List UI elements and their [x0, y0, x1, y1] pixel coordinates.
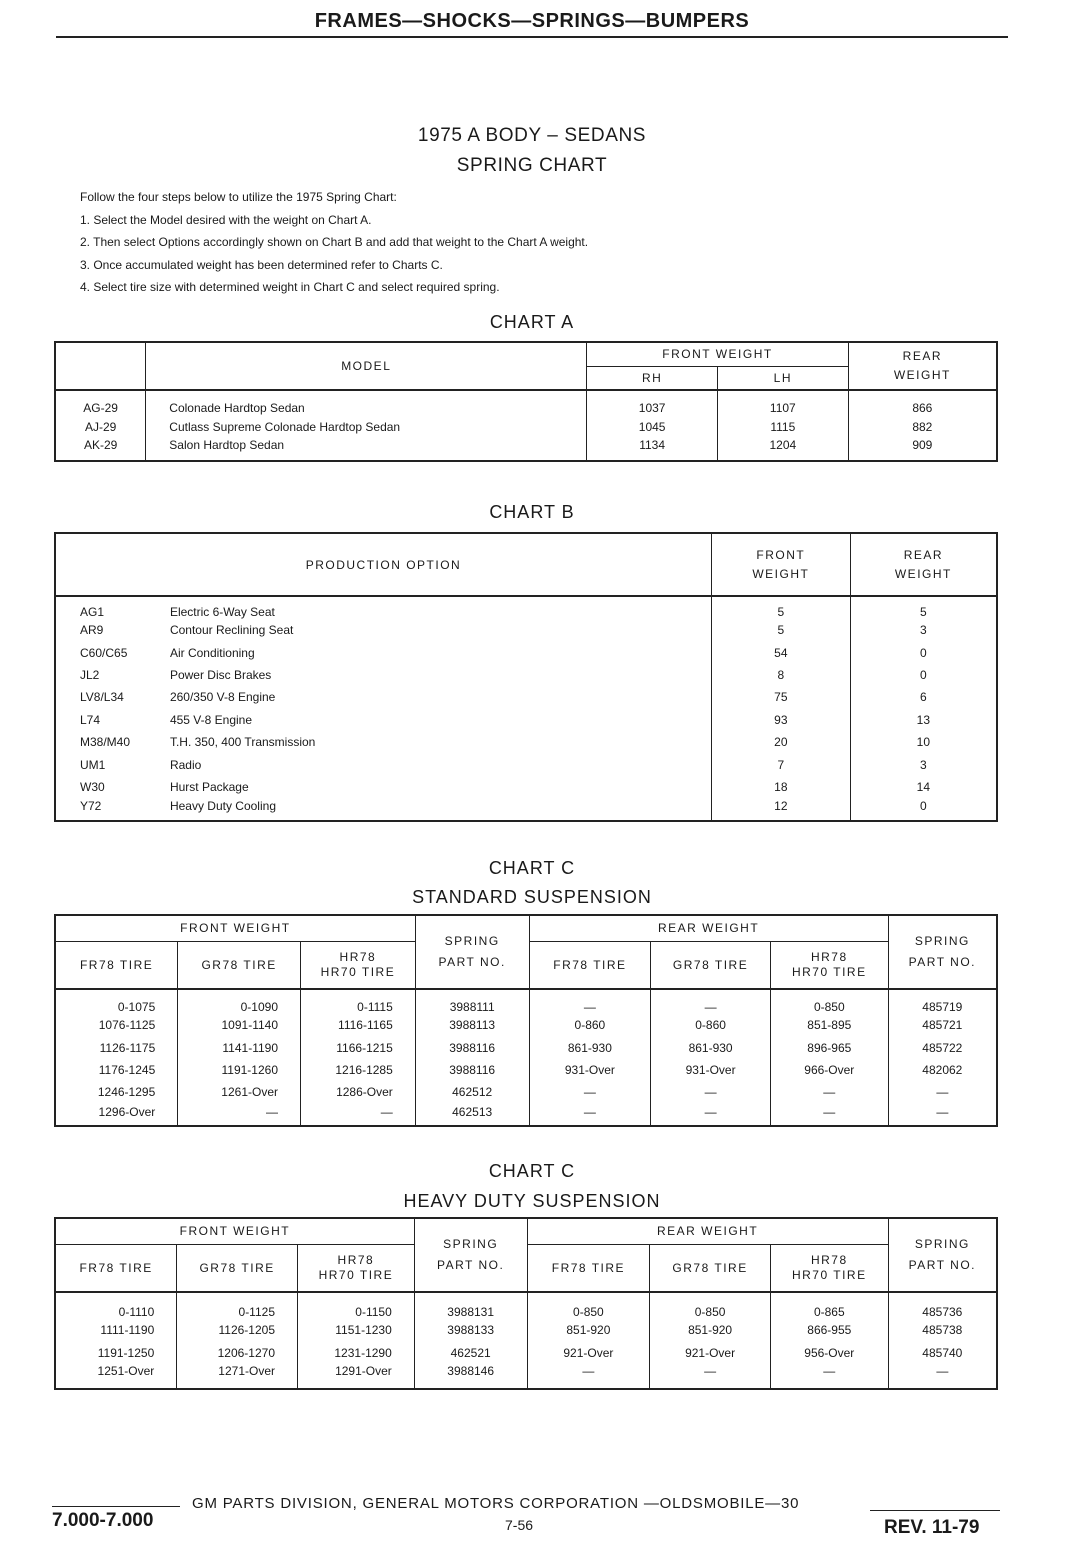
rear-fr78: —: [529, 1081, 651, 1103]
option-rear-weight: 14: [916, 779, 931, 794]
option-front-weight: 18: [711, 776, 850, 798]
rear-fr78: —: [529, 1104, 651, 1126]
option-code: JL2: [80, 667, 100, 682]
front-hr78: 1286-Over: [301, 1081, 416, 1103]
rear-gr78: 931-Over: [651, 1059, 771, 1081]
doc-title: 1975 A BODY – SEDANS: [417, 125, 647, 146]
table-row: [55, 1059, 997, 1081]
chart-a-rh-header: RH: [587, 366, 718, 390]
rear-fr78: 931-Over: [529, 1059, 651, 1081]
front-gr78: 1206-1270: [177, 1342, 298, 1365]
c1-rear-gr78-header: GR78 TIRE: [651, 941, 771, 989]
rear-gr78: 0-850: [650, 1292, 771, 1319]
rear-hr78: 0-850: [770, 989, 888, 1014]
option-front-weight: 7: [711, 753, 850, 775]
option-rear-weight: 0: [920, 798, 927, 813]
instruction-line: 2. Then select Options accordingly shown on Chart B and add that weight to the Chart A weight.: [80, 235, 589, 249]
rear-spring-part: 485719: [922, 1000, 963, 1014]
option-rear-weight: 3: [920, 757, 927, 772]
rear-gr78: —: [651, 1081, 771, 1103]
front-gr78: 1261-Over: [178, 1081, 301, 1103]
c1-gr78-header: GR78 TIRE: [178, 941, 301, 989]
header-rule: [56, 36, 1008, 38]
rear-weight: 882: [912, 419, 933, 434]
page-header: FRAMES—SHOCKS—SPRINGS—BUMPERS: [314, 10, 750, 32]
rear-spring-part: 485738: [922, 1323, 963, 1338]
option-code: C60/C65: [80, 645, 128, 660]
front-gr78: 1191-1260: [178, 1059, 301, 1081]
front-fr78: 0-1110: [55, 1292, 177, 1319]
rear-fr78: —: [529, 989, 651, 1014]
footer-revision: REV. 11-79: [884, 1517, 980, 1538]
c1-spring-line2: PART NO.: [438, 955, 506, 969]
front-gr78: 1126-1205: [177, 1319, 298, 1342]
c1-rear-hr78-header: [770, 941, 888, 989]
c2-rear-hr78-line2: HR70 TIRE: [791, 1267, 867, 1282]
footer-rule-left: [52, 1506, 180, 1507]
rear-fr78: —: [527, 1364, 650, 1389]
front-rh-weight: 1045: [587, 415, 718, 438]
rear-gr78: 861-930: [651, 1036, 771, 1058]
front-gr78: —: [178, 1104, 301, 1126]
rear-spring-part: 485722: [922, 1040, 963, 1055]
front-spring-part: 3988146: [414, 1364, 527, 1389]
front-rh-weight: 1134: [587, 438, 718, 461]
option-front-weight: 8: [711, 664, 850, 686]
c2-rear-gr78-header: GR78 TIRE: [650, 1244, 771, 1292]
chart-b-rear-label: REAR WEIGHT: [894, 547, 952, 581]
rear-hr78: 851-895: [770, 1014, 888, 1036]
front-fr78: 1176-1245: [55, 1059, 178, 1081]
rear-hr78: 0-865: [770, 1292, 888, 1319]
front-fr78: 1296-Over: [55, 1104, 178, 1126]
table-row: [55, 1292, 997, 1319]
chart-c-heavy-subtitle: HEAVY DUTY SUSPENSION: [403, 1191, 661, 1211]
table-row: [55, 798, 997, 820]
table-row: [55, 1342, 997, 1365]
front-fr78: 1191-1250: [55, 1342, 177, 1365]
model-name: Salon Hardtop Sedan: [146, 438, 587, 461]
option-code: M38/M40: [80, 735, 131, 750]
chart-b-option-header: PRODUCTION OPTION: [55, 533, 711, 596]
option-description: T.H. 350, 400 Transmission: [146, 731, 712, 753]
front-lh-weight: 1115: [717, 415, 848, 438]
c1-rear-fr78-header: FR78 TIRE: [529, 941, 651, 989]
chart-a-table: [54, 341, 998, 462]
rear-hr78: —: [770, 1364, 888, 1389]
rear-gr78: 0-860: [651, 1014, 771, 1036]
table-row: [55, 686, 997, 708]
chart-b-rear-header: [850, 533, 997, 596]
front-spring-part: 3988113: [415, 1014, 529, 1036]
front-fr78: 1076-1125: [55, 1014, 178, 1036]
rear-hr78: —: [770, 1104, 888, 1126]
rear-hr78: 966-Over: [770, 1059, 888, 1081]
rear-spring-part: 485740: [922, 1345, 963, 1360]
rear-spring-part: —: [936, 1085, 949, 1100]
rear-fr78: 861-930: [529, 1036, 651, 1058]
table-row: [55, 1364, 997, 1389]
c2-rear-header: REAR WEIGHT: [527, 1218, 888, 1244]
front-hr78: 1231-1290: [298, 1342, 415, 1365]
rear-weight: 866: [912, 401, 933, 415]
front-hr78: 1151-1230: [298, 1319, 415, 1342]
c2-hr78-line1: HR78: [337, 1252, 375, 1267]
rear-spring-part: —: [936, 1364, 949, 1379]
option-description: Air Conditioning: [146, 641, 712, 663]
rear-weight: 909: [912, 438, 933, 452]
option-description: 260/350 V-8 Engine: [146, 686, 712, 708]
option-code: LV8/L34: [80, 690, 124, 705]
front-gr78: 1091-1140: [178, 1014, 301, 1036]
option-front-weight: 5: [711, 596, 850, 619]
instruction-line: 3. Once accumulated weight has been determined refer to Charts C.: [80, 257, 443, 272]
rear-gr78: —: [650, 1364, 771, 1389]
rear-spring-part: 485721: [922, 1018, 963, 1033]
footer-division: GM PARTS DIVISION, GENERAL MOTORS CORPORATION —OLDSMOBILE—30: [192, 1495, 800, 1512]
table-row: [55, 1036, 997, 1058]
option-description: Radio: [146, 753, 712, 775]
front-hr78: 0-1115: [301, 989, 416, 1014]
option-description: Heavy Duty Cooling: [146, 798, 712, 820]
c1-spring-rear-line2: PART NO.: [908, 955, 976, 969]
option-front-weight: 93: [711, 709, 850, 731]
rear-hr78: 956-Over: [770, 1342, 888, 1365]
chart-b-front-header: [711, 533, 850, 596]
table-row: [55, 415, 997, 438]
model-code: AG-29: [55, 390, 146, 415]
c2-front-header: FRONT WEIGHT: [55, 1218, 414, 1244]
chart-a-rear-label: REAR WEIGHT: [893, 349, 951, 382]
chart-b-title: CHART B: [489, 502, 575, 522]
option-rear-weight: 13: [916, 712, 931, 727]
table-row: [55, 1104, 997, 1126]
option-description: Electric 6-Way Seat: [146, 596, 712, 619]
c1-rear-header: REAR WEIGHT: [529, 915, 888, 941]
rear-gr78: 851-920: [650, 1319, 771, 1342]
rear-fr78: 0-850: [527, 1292, 650, 1319]
front-gr78: 1271-Over: [177, 1364, 298, 1389]
table-row: [55, 1014, 997, 1036]
option-rear-weight: 0: [920, 667, 927, 682]
model-code: AJ-29: [55, 415, 146, 438]
chart-b-front-label: FRONT WEIGHT: [752, 547, 810, 581]
chart-b-table: [54, 532, 998, 822]
table-row: [55, 596, 997, 619]
instructions: [80, 186, 588, 299]
front-gr78: 1141-1190: [178, 1036, 301, 1058]
option-code: AR9: [80, 623, 104, 638]
table-row: [55, 753, 997, 775]
option-description: Power Disc Brakes: [146, 664, 712, 686]
rear-fr78: 851-920: [527, 1319, 650, 1342]
front-spring-part: 3988131: [414, 1292, 527, 1319]
front-spring-part: 462521: [414, 1342, 527, 1365]
rear-gr78: 921-Over: [650, 1342, 771, 1365]
option-rear-weight: 3: [920, 623, 927, 638]
model-code: AK-29: [55, 438, 146, 461]
front-hr78: 0-1150: [298, 1292, 415, 1319]
doc-subtitle: SPRING CHART: [456, 155, 608, 176]
table-row: [55, 438, 997, 461]
table-row: [55, 641, 997, 663]
option-front-weight: 75: [711, 686, 850, 708]
table-row: [55, 1081, 997, 1103]
chart-c-standard-subtitle: STANDARD SUSPENSION: [412, 887, 652, 907]
option-code: UM1: [80, 757, 106, 772]
chart-a-front-header: FRONT WEIGHT: [587, 342, 848, 366]
front-spring-part: 3988111: [415, 989, 529, 1014]
front-lh-weight: 1204: [717, 438, 848, 461]
option-rear-weight: 6: [920, 690, 927, 705]
rear-gr78: —: [651, 1104, 771, 1126]
rear-fr78: 0-860: [529, 1014, 651, 1036]
front-fr78: 1251-Over: [55, 1364, 177, 1389]
front-hr78: 1116-1165: [301, 1014, 416, 1036]
front-hr78: 1216-1285: [301, 1059, 416, 1081]
option-code: L74: [80, 712, 101, 727]
chart-a-rear-header: [848, 342, 997, 390]
option-front-weight: 20: [711, 731, 850, 753]
c1-hr78-line1: HR78: [339, 949, 377, 964]
c2-spring-rear-line1: SPRING: [914, 1237, 970, 1251]
c2-spring-rear-line2: PART NO.: [908, 1258, 976, 1272]
instruction-line: Follow the four steps below to utilize the 1975 Spring Chart:: [80, 190, 397, 204]
option-front-weight: 54: [711, 641, 850, 663]
instruction-line: 1. Select the Model desired with the weight on Chart A.: [80, 212, 372, 227]
rear-hr78: 866-955: [770, 1319, 888, 1342]
table-row: [55, 776, 997, 798]
option-description: 455 V-8 Engine: [146, 709, 712, 731]
front-fr78: 1246-1295: [55, 1081, 178, 1103]
footer-rule-right: [870, 1510, 1000, 1511]
table-row: [55, 390, 997, 415]
table-row: [55, 1319, 997, 1342]
front-lh-weight: 1107: [717, 390, 848, 415]
front-hr78: 1291-Over: [298, 1364, 415, 1389]
c2-spring-line2: PART NO.: [436, 1258, 505, 1272]
front-hr78: —: [301, 1104, 416, 1126]
c1-front-header: FRONT WEIGHT: [55, 915, 415, 941]
option-description: Contour Reclining Seat: [146, 619, 712, 641]
rear-gr78: —: [651, 989, 771, 1014]
table-row: [55, 619, 997, 641]
option-front-weight: 12: [711, 798, 850, 820]
chart-a-lh-header: LH: [717, 366, 848, 390]
rear-fr78: 921-Over: [527, 1342, 650, 1365]
option-code: AG1: [80, 605, 105, 619]
c1-hr78-header: [301, 941, 416, 989]
option-front-weight: 5: [711, 619, 850, 641]
option-description: Hurst Package: [146, 776, 712, 798]
table-row: [55, 731, 997, 753]
c1-spring-line1: SPRING: [444, 934, 500, 948]
option-code: W30: [80, 779, 105, 794]
model-name: Colonade Hardtop Sedan: [146, 390, 587, 415]
chart-a-model-header: MODEL: [146, 342, 587, 390]
option-rear-weight: 0: [920, 645, 927, 660]
c2-hr78-header: [298, 1244, 415, 1292]
c1-hr78-line2: HR70 TIRE: [320, 964, 396, 979]
option-rear-weight: 10: [916, 735, 931, 750]
option-rear-weight: 5: [920, 605, 927, 619]
c2-hr78-line2: HR70 TIRE: [318, 1267, 394, 1282]
c1-rear-hr78-line1: HR78: [810, 949, 848, 964]
c2-fr78-header: FR78 TIRE: [55, 1244, 177, 1292]
front-rh-weight: 1037: [587, 390, 718, 415]
front-fr78: 1111-1190: [55, 1319, 177, 1342]
c1-fr78-header: FR78 TIRE: [55, 941, 178, 989]
front-gr78: 0-1090: [178, 989, 301, 1014]
rear-hr78: 896-965: [770, 1036, 888, 1058]
front-spring-part: 3988116: [415, 1059, 529, 1081]
front-spring-part: 462513: [415, 1104, 529, 1126]
footer-page-number: 7-56: [505, 1517, 534, 1533]
c2-gr78-header: GR78 TIRE: [177, 1244, 298, 1292]
rear-hr78: —: [770, 1081, 888, 1103]
c2-spring-line1: SPRING: [443, 1237, 499, 1251]
front-spring-part: 462512: [415, 1081, 529, 1103]
rear-spring-part: 485736: [922, 1305, 963, 1319]
chart-a-title: CHART A: [489, 312, 575, 332]
chart-c-standard-table: [54, 914, 998, 1127]
model-name: Cutlass Supreme Colonade Hardtop Sedan: [146, 415, 587, 438]
front-spring-part: 3988116: [415, 1036, 529, 1058]
c1-rear-hr78-line2: HR70 TIRE: [791, 964, 867, 979]
front-hr78: 1166-1215: [301, 1036, 416, 1058]
rear-spring-part: —: [936, 1105, 949, 1120]
front-gr78: 0-1125: [177, 1292, 298, 1319]
c2-spring-header-rear: [888, 1218, 997, 1292]
chart-c-heavy-title: CHART C: [488, 1161, 576, 1181]
c2-spring-header-front: [414, 1218, 527, 1292]
table-row: [55, 709, 997, 731]
c1-spring-rear-line1: SPRING: [914, 934, 970, 948]
chart-c-standard-title: CHART C: [488, 858, 576, 878]
rear-spring-part: 482062: [922, 1062, 963, 1077]
c1-spring-header-rear: [888, 915, 997, 989]
c2-rear-fr78-header: FR78 TIRE: [527, 1244, 650, 1292]
option-code: Y72: [80, 798, 102, 813]
front-fr78: 1126-1175: [55, 1036, 178, 1058]
instruction-line: 4. Select tire size with determined weight in Chart C and select required spring.: [80, 280, 500, 294]
c2-rear-hr78-line1: HR78: [810, 1252, 848, 1267]
front-fr78: 0-1075: [55, 989, 178, 1014]
c2-rear-hr78-header: [770, 1244, 888, 1292]
chart-c-heavy-table: [54, 1217, 998, 1390]
front-spring-part: 3988133: [414, 1319, 527, 1342]
table-row: [55, 989, 997, 1014]
c1-spring-header-front: [415, 915, 529, 989]
table-row: [55, 664, 997, 686]
footer-section-number: 7.000-7.000: [52, 1510, 154, 1531]
